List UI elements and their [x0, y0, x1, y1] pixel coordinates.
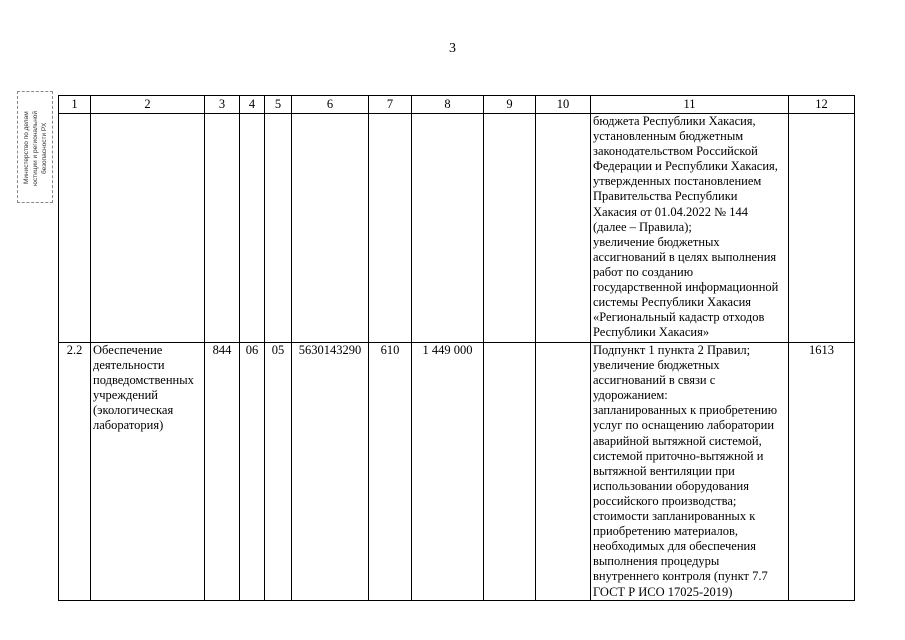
cell-col12: 1613 — [789, 343, 855, 601]
cell-col9 — [484, 114, 536, 343]
text-line: аварийной вытяжной системой, — [593, 433, 762, 448]
column-header: 3 — [205, 96, 240, 114]
column-header: 12 — [789, 96, 855, 114]
cell-col12 — [789, 114, 855, 343]
text-line: увеличение бюджетных — [593, 358, 720, 373]
text-line: «Региональный кадастр отходов — [593, 310, 765, 325]
text-line: системы Республики Хакасия — [593, 295, 752, 310]
text-line: Обеспечение — [93, 343, 163, 357]
text-line: выполнения процедуры — [593, 554, 720, 569]
cell-section: 06 — [240, 343, 265, 601]
cell-col9 — [484, 343, 536, 601]
text-line: ассигнований в связи с — [593, 373, 716, 388]
cell-item-number: 2.2 — [59, 343, 91, 601]
column-header: 2 — [91, 96, 205, 114]
text-line: бюджета Республики Хакасия, — [593, 114, 756, 128]
column-header: 6 — [292, 96, 369, 114]
text-line: удорожанием: — [593, 388, 668, 403]
cell-justification — [591, 114, 789, 343]
text-line: российского производства; — [593, 493, 737, 508]
cell-target-article — [292, 114, 369, 343]
cell-code: 844 — [205, 343, 240, 601]
text-line: подведомственных — [93, 373, 194, 388]
text-line: государственной информационной — [593, 280, 779, 295]
text-line: услуг по оснащению лаборатории — [593, 418, 775, 433]
cell-justification — [591, 343, 789, 601]
text-line: деятельности — [93, 358, 165, 373]
text-line: установленным бюджетным — [593, 129, 744, 144]
text-line: лаборатория) — [93, 418, 164, 433]
column-header: 9 — [484, 96, 536, 114]
text-line: увеличение бюджетных — [593, 234, 720, 249]
column-header: 8 — [412, 96, 484, 114]
text-line: утвержденных постановлением — [593, 174, 762, 189]
text-line: стоимости запланированных к — [593, 509, 756, 524]
cell-col10 — [536, 114, 591, 343]
stamp-line: юстиции и региональной — [32, 110, 39, 186]
stamp-line: Министерство по делам — [23, 111, 30, 185]
text-line: (далее – Правила); — [593, 219, 692, 234]
cell-expense-type — [369, 114, 412, 343]
text-line: Федерации и Республики Хакасия, — [593, 159, 778, 174]
stamp-line: безопасности РХ — [41, 122, 48, 174]
cell-amount: 1 449 000 — [412, 343, 484, 601]
column-header: 4 — [240, 96, 265, 114]
cell-item-number — [59, 114, 91, 343]
text-line: (экологическая — [93, 403, 174, 418]
column-header: 1 — [59, 96, 91, 114]
budget-changes-table — [58, 95, 855, 601]
text-line: запланированных к приобретению — [593, 403, 778, 418]
text-line: ГОСТ Р ИСО 17025-2019) — [593, 584, 733, 599]
cell-subsection — [265, 114, 292, 343]
column-header: 5 — [265, 96, 292, 114]
column-header: 7 — [369, 96, 412, 114]
text-line: приобретению материалов, — [593, 524, 739, 539]
cell-section — [240, 114, 265, 343]
text-line: работ по созданию — [593, 264, 694, 279]
cell-purpose — [91, 114, 205, 343]
text-line: вытяжной вентиляции при — [593, 463, 735, 478]
table-header-row — [59, 96, 855, 114]
text-line: необходимых для обеспечения — [593, 539, 756, 554]
table-row — [59, 343, 855, 601]
table-row — [59, 114, 855, 343]
cell-expense-type: 610 — [369, 343, 412, 601]
text-line: ассигнований в целях выполнения — [593, 249, 777, 264]
cell-amount — [412, 114, 484, 343]
text-line: внутреннего контроля (пункт 7.7 — [593, 569, 768, 584]
text-line: использовании оборудования — [593, 478, 749, 493]
registration-stamp — [17, 91, 53, 203]
text-line: Правительства Республики — [593, 189, 738, 204]
column-header: 11 — [591, 96, 789, 114]
column-header: 10 — [536, 96, 591, 114]
cell-purpose — [91, 343, 205, 601]
cell-target-article: 5630143290 — [292, 343, 369, 601]
text-line: Республики Хакасия» — [593, 325, 710, 340]
page-number: 3 — [449, 41, 456, 56]
text-line: Хакасия от 01.04.2022 № 144 — [593, 204, 748, 219]
cell-code — [205, 114, 240, 343]
text-line: Подпункт 1 пункта 2 Правил; — [593, 343, 751, 357]
cell-subsection: 05 — [265, 343, 292, 601]
cell-col10 — [536, 343, 591, 601]
text-line: системой приточно-вытяжной и — [593, 448, 764, 463]
text-line: учреждений — [93, 388, 158, 403]
text-line: законодательством Российской — [593, 144, 758, 159]
